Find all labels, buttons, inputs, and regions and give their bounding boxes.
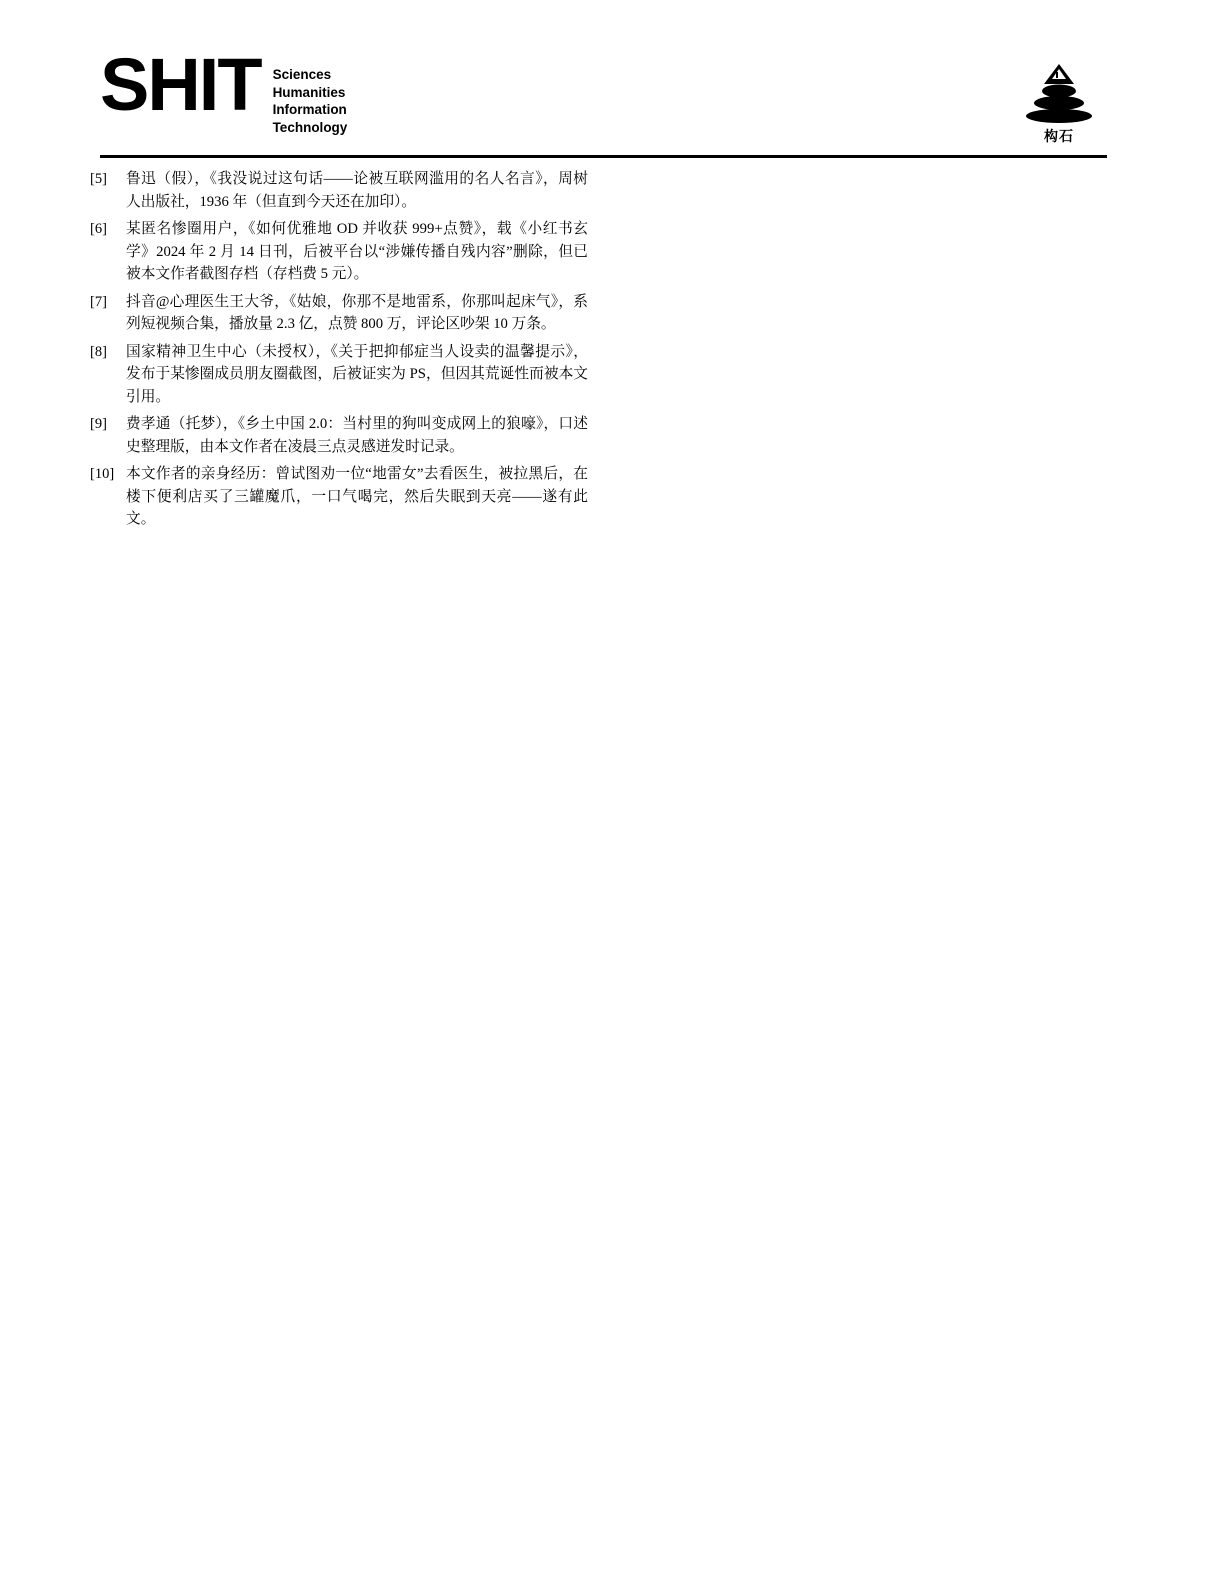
reference-number: [6] [90, 221, 107, 237]
list-item [88, 291, 588, 336]
brand-logo [100, 43, 348, 136]
list-item [88, 341, 588, 409]
reference-text: 本文作者的亲身经历：曾试图劝一位“地雷女”去看医生，被拉黑后，在楼下便利店买了三罐魔爪，一口气喝完，然后失眠到天亮——遂有此文。 [126, 466, 588, 527]
logo-expansion-line-2: Humanities [272, 84, 346, 100]
logo-expansion [273, 66, 348, 136]
page-header [100, 43, 1107, 148]
reference-number: [9] [90, 416, 107, 432]
logo-expansion-line-3: Information [272, 102, 347, 117]
reference-text: 国家精神卫生中心（未授权），《关于把抑郁症当人设卖的温馨提示》，发布于某惨圈成员朋友圈截图，后被证实为 PS，但因其荒诞性而被本文引用。 [126, 343, 588, 405]
reference-list [88, 168, 588, 536]
logo-expansion-line-4: Technology [272, 119, 348, 135]
header-divider [100, 155, 1107, 158]
list-item [88, 463, 588, 531]
reference-text: 某匿名惨圈用户，《如何优雅地 OD 并收获 999+点赞》，载《小红书玄学》2024 年 2 月 14 日刊，后被平台以“涉嫌传播自残内容”删除，但已被本文作者截图存档（存档费 5 元）。 [126, 221, 588, 282]
reference-text: 鲁迅（假），《我没说过这句话——论被互联网滥用的名人名言》，周树人出版社，1936 年（但直到今天还在加印）。 [126, 171, 588, 210]
logo-wordmark: SHIT [100, 43, 261, 126]
list-item [88, 168, 588, 213]
stacked-stones-icon [1022, 60, 1096, 124]
publisher-mark [1011, 60, 1107, 146]
list-item [88, 413, 588, 458]
reference-number: [5] [90, 171, 107, 187]
reference-number: [7] [90, 293, 107, 310]
publisher-mark-label: 构石 [1044, 128, 1074, 144]
reference-text: 抖音@心理医生王大爷，《姑娘，你那不是地雷系，你那叫起床气》，系列短视频合集，播放量 2.3 亿，点赞 800 万，评论区吵架 10 万条。 [126, 293, 588, 332]
reference-text: 费孝通（托梦），《乡土中国 2.0：当村里的狗叫变成网上的狼嚎》，口述史整理版，由本文作者在凌晨三点灵感迸发时记录。 [126, 416, 588, 455]
reference-number: [8] [90, 343, 107, 360]
list-item [88, 218, 588, 286]
logo-expansion-line-1: Sciences [272, 67, 332, 82]
reference-number: [10] [90, 466, 115, 482]
